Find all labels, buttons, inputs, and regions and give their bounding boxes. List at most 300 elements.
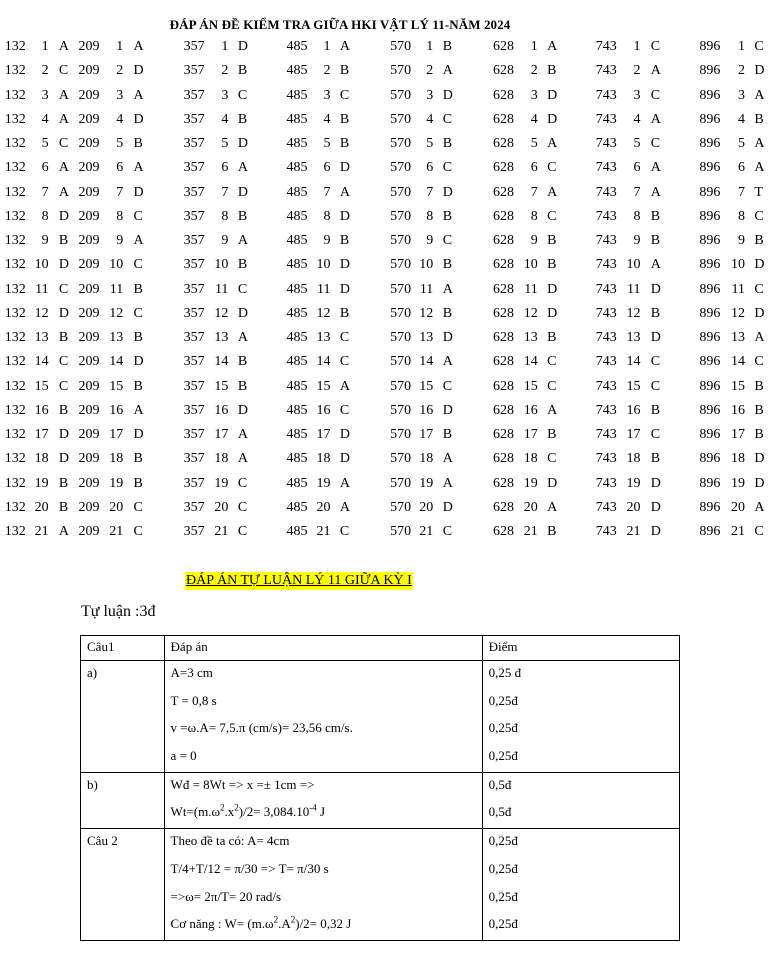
exam-code: 209 bbox=[78, 233, 100, 248]
question-number: 13 bbox=[34, 330, 49, 345]
question-number: 12 bbox=[730, 305, 745, 321]
answer-letter: D bbox=[133, 427, 144, 442]
exam-code: 896 bbox=[699, 233, 721, 248]
question-number: 3 bbox=[633, 87, 641, 103]
exam-code: 209 bbox=[78, 63, 100, 79]
question-number: 13 bbox=[109, 330, 124, 345]
question-number: 14 bbox=[214, 354, 229, 370]
question-number: 6 bbox=[221, 160, 229, 176]
answer-letter: C bbox=[754, 354, 764, 370]
question-number: 9 bbox=[116, 233, 124, 248]
exam-code: 628 bbox=[492, 160, 514, 176]
question-number: 13 bbox=[419, 330, 434, 345]
answer-letter: A bbox=[754, 160, 765, 176]
question-number: 16 bbox=[316, 402, 331, 418]
answer-letter: A bbox=[58, 184, 69, 200]
answer-letter: D bbox=[547, 281, 558, 297]
exam-code: 132 bbox=[4, 111, 26, 127]
question-number: 15 bbox=[730, 378, 745, 394]
exam-code: 570 bbox=[390, 378, 412, 394]
exam-code: 132 bbox=[4, 524, 26, 539]
question-number: 7 bbox=[737, 184, 745, 200]
essay-points-label: Tự luận :3đ bbox=[81, 603, 156, 620]
answer-letter: B bbox=[237, 257, 248, 273]
question-number: 1 bbox=[116, 39, 124, 54]
exam-code: 743 bbox=[595, 160, 617, 176]
answer-letter: B bbox=[754, 233, 764, 248]
question-number: 2 bbox=[633, 63, 641, 79]
question-number: 16 bbox=[34, 402, 49, 418]
answer-letter: A bbox=[133, 402, 144, 418]
answer-letter: D bbox=[339, 257, 351, 273]
question-number: 11 bbox=[627, 281, 641, 297]
answer-letter: D bbox=[58, 427, 69, 442]
answer-letter: D bbox=[442, 330, 453, 345]
answer-letter: B bbox=[547, 524, 557, 539]
table-header-row bbox=[81, 636, 680, 661]
exam-code: 628 bbox=[492, 136, 514, 151]
question-number: 10 bbox=[109, 257, 124, 273]
exam-code: 485 bbox=[286, 233, 308, 248]
question-number: 10 bbox=[316, 257, 331, 273]
question-number: 17 bbox=[214, 427, 229, 442]
answer-letter: A bbox=[339, 378, 351, 394]
answer-letter: C bbox=[442, 233, 453, 248]
exam-code: 209 bbox=[78, 184, 100, 200]
answer-letter: C bbox=[237, 499, 248, 515]
question-number: 18 bbox=[34, 451, 49, 467]
exam-code: 896 bbox=[699, 63, 721, 79]
question-number: 19 bbox=[730, 475, 745, 491]
exam-code: 570 bbox=[390, 499, 412, 515]
answer-letter: C bbox=[650, 378, 661, 394]
question-number: 10 bbox=[626, 257, 641, 273]
exam-code: 743 bbox=[595, 87, 617, 103]
answer-key-title: ĐÁP ÁN ĐỀ KIỂM TRA GIỮA HKI VẬT LÝ 11-NĂM 2024 bbox=[169, 17, 511, 32]
exam-code: 628 bbox=[492, 475, 514, 491]
answer-letter: D bbox=[339, 208, 351, 224]
question-number: 5 bbox=[41, 136, 49, 151]
question-number: 8 bbox=[323, 208, 331, 224]
question-number: 8 bbox=[221, 208, 229, 224]
exam-code: 570 bbox=[390, 475, 412, 491]
question-number: 3 bbox=[737, 87, 745, 103]
exam-code: 357 bbox=[183, 257, 205, 273]
question-number: 16 bbox=[214, 402, 229, 418]
question-number: 14 bbox=[316, 354, 331, 370]
answer-letter: B bbox=[754, 402, 764, 418]
question-label: b) bbox=[81, 772, 165, 828]
answer-letter: B bbox=[650, 208, 661, 224]
exam-code: 132 bbox=[4, 208, 26, 224]
question-number: 7 bbox=[426, 184, 434, 200]
answer-letter: C bbox=[133, 499, 143, 515]
question-number: 9 bbox=[426, 233, 434, 248]
exam-code: 132 bbox=[4, 378, 26, 394]
question-number: 8 bbox=[633, 208, 641, 224]
question-number: 1 bbox=[530, 39, 538, 54]
question-number: 21 bbox=[109, 524, 124, 539]
answer-letter: C bbox=[58, 354, 69, 370]
answer-letter: D bbox=[339, 427, 351, 442]
exam-code: 357 bbox=[183, 281, 205, 297]
answer-letter: B bbox=[58, 233, 69, 248]
exam-code: 896 bbox=[699, 305, 721, 321]
answer-letter: C bbox=[754, 39, 764, 54]
answer-letter: C bbox=[650, 136, 661, 151]
question-number: 3 bbox=[41, 87, 49, 103]
exam-code: 570 bbox=[390, 208, 412, 224]
exam-code: 357 bbox=[183, 184, 205, 200]
exam-code: 628 bbox=[492, 499, 514, 515]
answer-letter: B bbox=[650, 233, 661, 248]
exam-code: 209 bbox=[78, 39, 100, 54]
question-number: 14 bbox=[626, 354, 641, 370]
points-value: 0,25đ bbox=[488, 720, 518, 736]
question-number: 3 bbox=[530, 87, 538, 103]
exam-code: 209 bbox=[78, 524, 100, 539]
answer-letter: A bbox=[442, 354, 453, 370]
answer-letter: B bbox=[58, 402, 69, 418]
exam-code: 209 bbox=[78, 402, 100, 418]
question-number: 20 bbox=[626, 499, 641, 515]
exam-code: 132 bbox=[4, 330, 26, 345]
question-number: 13 bbox=[523, 330, 538, 345]
exam-code: 132 bbox=[4, 233, 26, 248]
question-number: 1 bbox=[323, 39, 331, 54]
answer-letter: C bbox=[547, 451, 557, 467]
answer-letter: D bbox=[547, 87, 558, 103]
answer-letter: C bbox=[339, 330, 350, 345]
answer-letter: D bbox=[754, 305, 765, 321]
points-value: 0,25 đ bbox=[488, 665, 522, 680]
question-number: 11 bbox=[316, 281, 331, 297]
answer-letter: A bbox=[547, 402, 558, 418]
question-number: 21 bbox=[419, 524, 434, 539]
answer-letter: C bbox=[339, 354, 350, 370]
question-number: 12 bbox=[109, 305, 124, 321]
points-value: 0,25đ bbox=[488, 860, 518, 876]
exam-code: 132 bbox=[4, 39, 26, 54]
exam-code: 132 bbox=[4, 87, 26, 103]
question-number: 15 bbox=[214, 378, 229, 394]
answer-letter: D bbox=[754, 475, 765, 491]
exam-code: 485 bbox=[286, 87, 308, 103]
answer-letter: A bbox=[339, 184, 351, 200]
exam-code: 209 bbox=[78, 136, 100, 151]
answer-letter: B bbox=[754, 111, 764, 127]
exam-code: 743 bbox=[595, 451, 617, 467]
answer-letter: B bbox=[237, 111, 248, 127]
answer-letter: D bbox=[339, 281, 351, 297]
question-number: 21 bbox=[34, 524, 49, 539]
header-question: Câu1 bbox=[81, 636, 165, 661]
question-number: 5 bbox=[221, 136, 229, 151]
question-number: 11 bbox=[109, 281, 124, 297]
answer-letter: A bbox=[754, 499, 765, 515]
exam-code: 485 bbox=[286, 257, 308, 273]
question-number: 17 bbox=[626, 427, 641, 442]
points-value: 0,25đ bbox=[488, 916, 518, 932]
question-number: 15 bbox=[316, 378, 331, 394]
exam-code: 357 bbox=[183, 451, 205, 467]
exam-code: 896 bbox=[699, 524, 721, 539]
exam-code: 570 bbox=[390, 184, 412, 200]
exam-code: 628 bbox=[492, 39, 514, 54]
answer-letter: A bbox=[650, 160, 661, 176]
answer-letter: A bbox=[650, 63, 661, 79]
question-number: 11 bbox=[214, 281, 229, 297]
question-number: 15 bbox=[626, 378, 641, 394]
answer-letter: D bbox=[547, 305, 558, 321]
answer-letter: C bbox=[650, 87, 661, 103]
question-number: 4 bbox=[426, 111, 434, 127]
answer-letter: B bbox=[133, 451, 143, 467]
answer-letter: B bbox=[442, 136, 453, 151]
exam-code: 485 bbox=[286, 451, 308, 467]
question-number: 18 bbox=[626, 451, 641, 467]
question-number: 4 bbox=[633, 111, 641, 127]
answer-letter: B bbox=[547, 257, 557, 273]
exam-code: 357 bbox=[183, 136, 205, 151]
answer-letter: B bbox=[442, 427, 453, 442]
question-number: 5 bbox=[633, 136, 641, 151]
question-number: 12 bbox=[214, 305, 229, 321]
answer-letter: D bbox=[237, 184, 248, 200]
exam-code: 570 bbox=[390, 354, 412, 370]
answer-letter: B bbox=[133, 136, 143, 151]
question-number: 7 bbox=[116, 184, 124, 200]
question-number: 13 bbox=[214, 330, 229, 345]
exam-code: 570 bbox=[390, 402, 412, 418]
exam-code: 485 bbox=[286, 499, 308, 515]
answer-letter: B bbox=[754, 378, 764, 394]
exam-code: 743 bbox=[595, 427, 617, 442]
question-number: 7 bbox=[41, 184, 49, 200]
exam-code: 743 bbox=[595, 330, 617, 345]
exam-code: 357 bbox=[183, 87, 205, 103]
exam-code: 357 bbox=[183, 402, 205, 418]
answer-letter: D bbox=[754, 257, 765, 273]
answer-letter: C bbox=[754, 281, 764, 297]
question-number: 2 bbox=[221, 63, 229, 79]
exam-code: 743 bbox=[595, 402, 617, 418]
question-number: 13 bbox=[316, 330, 331, 345]
answer-line: T = 0,8 s bbox=[170, 692, 217, 708]
exam-code: 743 bbox=[595, 39, 617, 54]
answer-letter: D bbox=[442, 499, 453, 515]
answer-letter: A bbox=[237, 330, 248, 345]
exam-code: 628 bbox=[492, 63, 514, 79]
answer-letter: A bbox=[442, 451, 453, 467]
answer-letter: B bbox=[442, 39, 453, 54]
exam-code: 743 bbox=[595, 233, 617, 248]
question-number: 18 bbox=[316, 451, 331, 467]
question-number: 17 bbox=[34, 427, 49, 442]
question-number: 8 bbox=[737, 208, 745, 224]
question-number: 5 bbox=[426, 136, 434, 151]
answer-line: Wđ = 8Wt => x =± 1cm => bbox=[170, 776, 315, 792]
answer-letter: B bbox=[547, 233, 557, 248]
exam-code: 485 bbox=[286, 330, 308, 345]
answer-letter: B bbox=[339, 305, 350, 321]
question-number: 11 bbox=[35, 281, 49, 297]
answer-letter: A bbox=[754, 87, 765, 103]
answer-letter: D bbox=[754, 451, 765, 467]
exam-code: 628 bbox=[492, 281, 514, 297]
question-number: 6 bbox=[116, 160, 124, 176]
question-number: 21 bbox=[523, 524, 538, 539]
exam-code: 485 bbox=[286, 184, 308, 200]
question-number: 5 bbox=[737, 136, 745, 151]
question-number: 20 bbox=[109, 499, 124, 515]
question-number: 10 bbox=[523, 257, 538, 273]
answer-letter: C bbox=[442, 160, 453, 176]
question-number: 2 bbox=[41, 63, 49, 79]
question-number: 4 bbox=[221, 111, 229, 127]
exam-code: 357 bbox=[183, 378, 205, 394]
question-number: 9 bbox=[41, 233, 49, 248]
question-number: 20 bbox=[214, 499, 229, 515]
exam-code: 357 bbox=[183, 160, 205, 176]
answer-letter: D bbox=[58, 305, 69, 321]
question-number: 7 bbox=[633, 184, 641, 200]
answer-letter: D bbox=[339, 160, 351, 176]
answer-letter: D bbox=[133, 111, 144, 127]
exam-code: 628 bbox=[492, 524, 514, 539]
question-number: 20 bbox=[419, 499, 434, 515]
exam-code: 357 bbox=[183, 208, 205, 224]
answer-letter: B bbox=[339, 63, 350, 79]
question-number: 9 bbox=[323, 233, 331, 248]
question-number: 4 bbox=[530, 111, 538, 127]
question-number: 16 bbox=[109, 402, 124, 418]
answer-letter: C bbox=[133, 524, 143, 539]
question-number: 4 bbox=[323, 111, 331, 127]
answer-letter: D bbox=[237, 136, 248, 151]
answer-letter: B bbox=[547, 427, 557, 442]
answer-letter: D bbox=[339, 451, 351, 467]
exam-code: 896 bbox=[699, 136, 721, 151]
question-number: 16 bbox=[419, 402, 434, 418]
question-number: 17 bbox=[730, 427, 745, 442]
question-number: 18 bbox=[109, 451, 124, 467]
question-number: 15 bbox=[109, 378, 124, 394]
question-number: 5 bbox=[323, 136, 331, 151]
question-number: 17 bbox=[523, 427, 538, 442]
answer-letter: C bbox=[650, 354, 661, 370]
question-number: 11 bbox=[731, 281, 745, 297]
answer-letter: A bbox=[58, 160, 69, 176]
exam-code: 485 bbox=[286, 136, 308, 151]
exam-code: 743 bbox=[595, 111, 617, 127]
exam-code: 628 bbox=[492, 305, 514, 321]
answer-letter: C bbox=[237, 87, 248, 103]
exam-code: 896 bbox=[699, 402, 721, 418]
answer-letter: A bbox=[58, 39, 69, 54]
exam-code: 132 bbox=[4, 499, 26, 515]
question-number: 21 bbox=[214, 524, 229, 539]
exam-code: 628 bbox=[492, 87, 514, 103]
question-number: 16 bbox=[626, 402, 641, 418]
answer-letter: A bbox=[133, 233, 144, 248]
question-number: 17 bbox=[419, 427, 434, 442]
exam-code: 485 bbox=[286, 208, 308, 224]
exam-code: 209 bbox=[78, 208, 100, 224]
answer-letter: B bbox=[339, 136, 350, 151]
points-value: 0,25đ bbox=[488, 748, 518, 764]
exam-code: 485 bbox=[286, 427, 308, 442]
exam-code: 743 bbox=[595, 499, 617, 515]
exam-code: 132 bbox=[4, 305, 26, 321]
answer-letter: B bbox=[650, 451, 661, 467]
exam-code: 485 bbox=[286, 378, 308, 394]
answer-letter: C bbox=[650, 39, 661, 54]
answer-letter: D bbox=[58, 208, 69, 224]
question-number: 11 bbox=[524, 281, 538, 297]
answer-letter: A bbox=[339, 475, 351, 491]
exam-code: 485 bbox=[286, 524, 308, 539]
exam-code: 743 bbox=[595, 281, 617, 297]
exam-code: 743 bbox=[595, 136, 617, 151]
question-number: 1 bbox=[221, 39, 229, 54]
exam-code: 357 bbox=[183, 39, 205, 54]
question-number: 2 bbox=[426, 63, 434, 79]
answer-letter: B bbox=[133, 378, 143, 394]
exam-code: 570 bbox=[390, 63, 412, 79]
points-cell bbox=[482, 829, 679, 941]
question-number: 14 bbox=[34, 354, 49, 370]
answer-letter: A bbox=[754, 136, 765, 151]
question-number: 18 bbox=[419, 451, 434, 467]
question-number: 18 bbox=[214, 451, 229, 467]
question-number: 4 bbox=[116, 111, 124, 127]
exam-code: 628 bbox=[492, 451, 514, 467]
answer-letter: A bbox=[650, 111, 661, 127]
answer-letter: C bbox=[442, 111, 453, 127]
question-number: 20 bbox=[730, 499, 745, 515]
answer-letter: D bbox=[547, 475, 558, 491]
exam-code: 896 bbox=[699, 475, 721, 491]
question-number: 12 bbox=[419, 305, 434, 321]
answer-letter: A bbox=[133, 87, 144, 103]
question-number: 6 bbox=[737, 160, 745, 176]
question-number: 11 bbox=[419, 281, 434, 297]
exam-code: 485 bbox=[286, 402, 308, 418]
answer-letter: A bbox=[547, 39, 558, 54]
question-number: 19 bbox=[626, 475, 641, 491]
exam-code: 628 bbox=[492, 427, 514, 442]
answer-letter: D bbox=[754, 63, 765, 79]
answer-letter: D bbox=[237, 305, 248, 321]
exam-code: 628 bbox=[492, 233, 514, 248]
exam-code: 209 bbox=[78, 499, 100, 515]
answer-letter: B bbox=[58, 475, 69, 491]
question-number: 16 bbox=[523, 402, 538, 418]
points-cell bbox=[482, 772, 679, 828]
exam-code: 743 bbox=[595, 184, 617, 200]
answer-letter: C bbox=[237, 524, 248, 539]
exam-code: 570 bbox=[390, 39, 412, 54]
question-number: 19 bbox=[214, 475, 229, 491]
exam-code: 357 bbox=[183, 233, 205, 248]
answer-letter: B bbox=[237, 208, 248, 224]
exam-code: 132 bbox=[4, 354, 26, 370]
question-number: 18 bbox=[730, 451, 745, 467]
points-value: 0,5đ bbox=[488, 804, 512, 820]
question-number: 10 bbox=[419, 257, 434, 273]
answer-letter: A bbox=[650, 184, 661, 200]
